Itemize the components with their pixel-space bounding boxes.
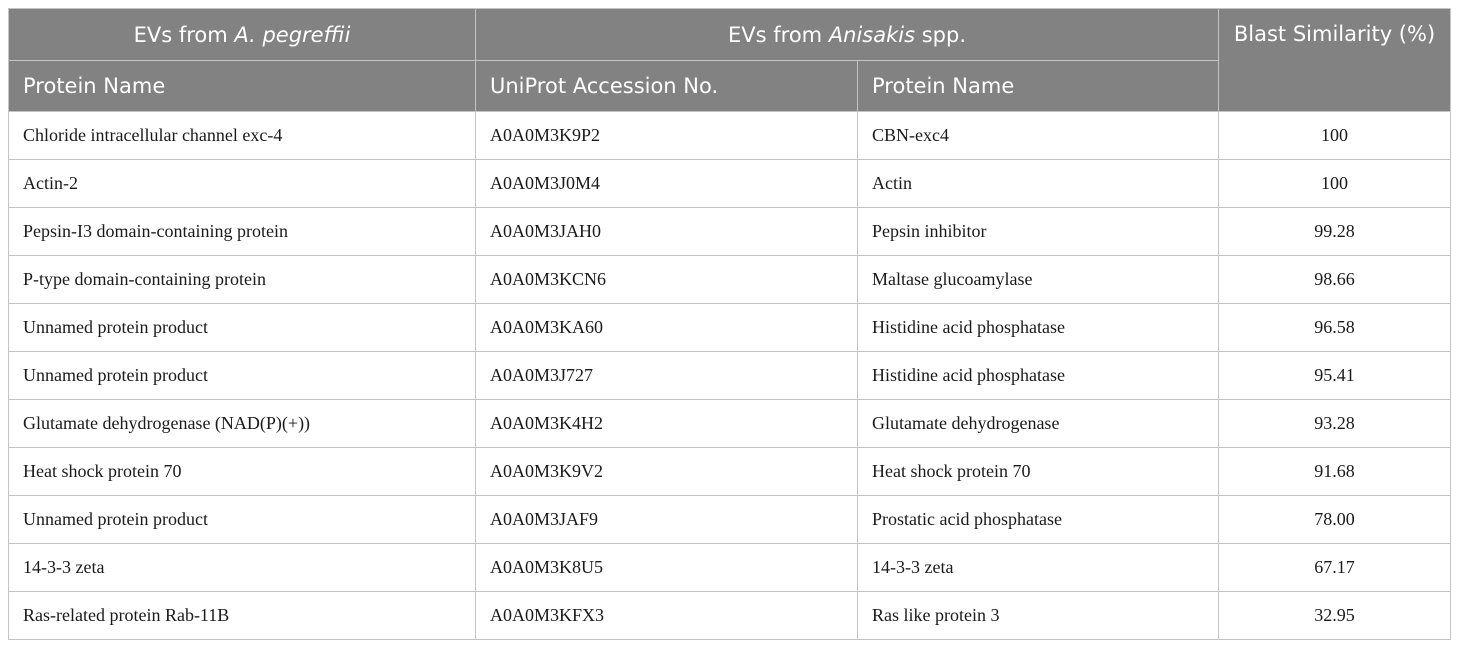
cell-blast-similarity: 100 (1219, 160, 1451, 208)
cell-blast-similarity: 99.28 (1219, 208, 1451, 256)
cell-protein-name-b: Ras like protein 3 (858, 592, 1219, 640)
header-evs-a-pegreffii: EVs from A. pegreffii (9, 9, 476, 61)
protein-similarity-table (8, 8, 1451, 640)
cell-blast-similarity: 100 (1219, 112, 1451, 160)
cell-protein-name-b: Histidine acid phosphatase (858, 304, 1219, 352)
table-row (9, 496, 1451, 544)
table-row (9, 448, 1451, 496)
cell-protein-name-a: Glutamate dehydrogenase (NAD(P)(+)) (9, 400, 476, 448)
cell-protein-name-b: CBN-exc4 (858, 112, 1219, 160)
cell-protein-name-a: Actin-2 (9, 160, 476, 208)
header-protein-name-a: Protein Name (9, 61, 476, 112)
cell-protein-name-a: Chloride intracellular channel exc-4 (9, 112, 476, 160)
cell-uniprot-accession: A0A0M3JAF9 (476, 496, 858, 544)
cell-protein-name-b: Histidine acid phosphatase (858, 352, 1219, 400)
cell-protein-name-a: Ras-related protein Rab-11B (9, 592, 476, 640)
header-group-row (9, 9, 1451, 61)
cell-protein-name-a: P-type domain-containing protein (9, 256, 476, 304)
cell-protein-name-b: Glutamate dehydrogenase (858, 400, 1219, 448)
cell-blast-similarity: 91.68 (1219, 448, 1451, 496)
cell-protein-name-a: Unnamed protein product (9, 352, 476, 400)
cell-protein-name-a: Pepsin-I3 domain-containing protein (9, 208, 476, 256)
cell-uniprot-accession: A0A0M3J0M4 (476, 160, 858, 208)
cell-blast-similarity: 95.41 (1219, 352, 1451, 400)
cell-uniprot-accession: A0A0M3K8U5 (476, 544, 858, 592)
table-row (9, 112, 1451, 160)
cell-uniprot-accession: A0A0M3J727 (476, 352, 858, 400)
cell-protein-name-a: 14-3-3 zeta (9, 544, 476, 592)
cell-blast-similarity: 78.00 (1219, 496, 1451, 544)
cell-uniprot-accession: A0A0M3JAH0 (476, 208, 858, 256)
cell-blast-similarity: 67.17 (1219, 544, 1451, 592)
cell-uniprot-accession: A0A0M3K4H2 (476, 400, 858, 448)
cell-protein-name-a: Heat shock protein 70 (9, 448, 476, 496)
table-row (9, 208, 1451, 256)
cell-blast-similarity: 96.58 (1219, 304, 1451, 352)
cell-protein-name-b: Actin (858, 160, 1219, 208)
cell-protein-name-b: 14-3-3 zeta (858, 544, 1219, 592)
cell-protein-name-b: Heat shock protein 70 (858, 448, 1219, 496)
table-row (9, 544, 1451, 592)
header-uniprot-accession: UniProt Accession No. (476, 61, 858, 112)
cell-blast-similarity: 98.66 (1219, 256, 1451, 304)
cell-protein-name-a: Unnamed protein product (9, 304, 476, 352)
table-row (9, 400, 1451, 448)
header-evs-anisakis: EVs from Anisakis spp. (476, 9, 1219, 61)
cell-blast-similarity: 93.28 (1219, 400, 1451, 448)
table-row (9, 304, 1451, 352)
table-body (9, 112, 1451, 640)
table-row (9, 592, 1451, 640)
cell-uniprot-accession: A0A0M3K9P2 (476, 112, 858, 160)
cell-uniprot-accession: A0A0M3KCN6 (476, 256, 858, 304)
cell-blast-similarity: 32.95 (1219, 592, 1451, 640)
cell-uniprot-accession: A0A0M3K9V2 (476, 448, 858, 496)
cell-uniprot-accession: A0A0M3KA60 (476, 304, 858, 352)
header-blast-similarity: Blast Similarity (%) (1219, 9, 1451, 112)
table-row (9, 160, 1451, 208)
table-row (9, 256, 1451, 304)
species-name-italic: A. pegreffii (234, 22, 351, 47)
cell-protein-name-b: Prostatic acid phosphatase (858, 496, 1219, 544)
header-protein-name-b: Protein Name (858, 61, 1219, 112)
genus-name-italic: Anisakis (828, 22, 916, 47)
cell-protein-name-b: Pepsin inhibitor (858, 208, 1219, 256)
cell-uniprot-accession: A0A0M3KFX3 (476, 592, 858, 640)
cell-protein-name-a: Unnamed protein product (9, 496, 476, 544)
cell-protein-name-b: Maltase glucoamylase (858, 256, 1219, 304)
table-row (9, 352, 1451, 400)
